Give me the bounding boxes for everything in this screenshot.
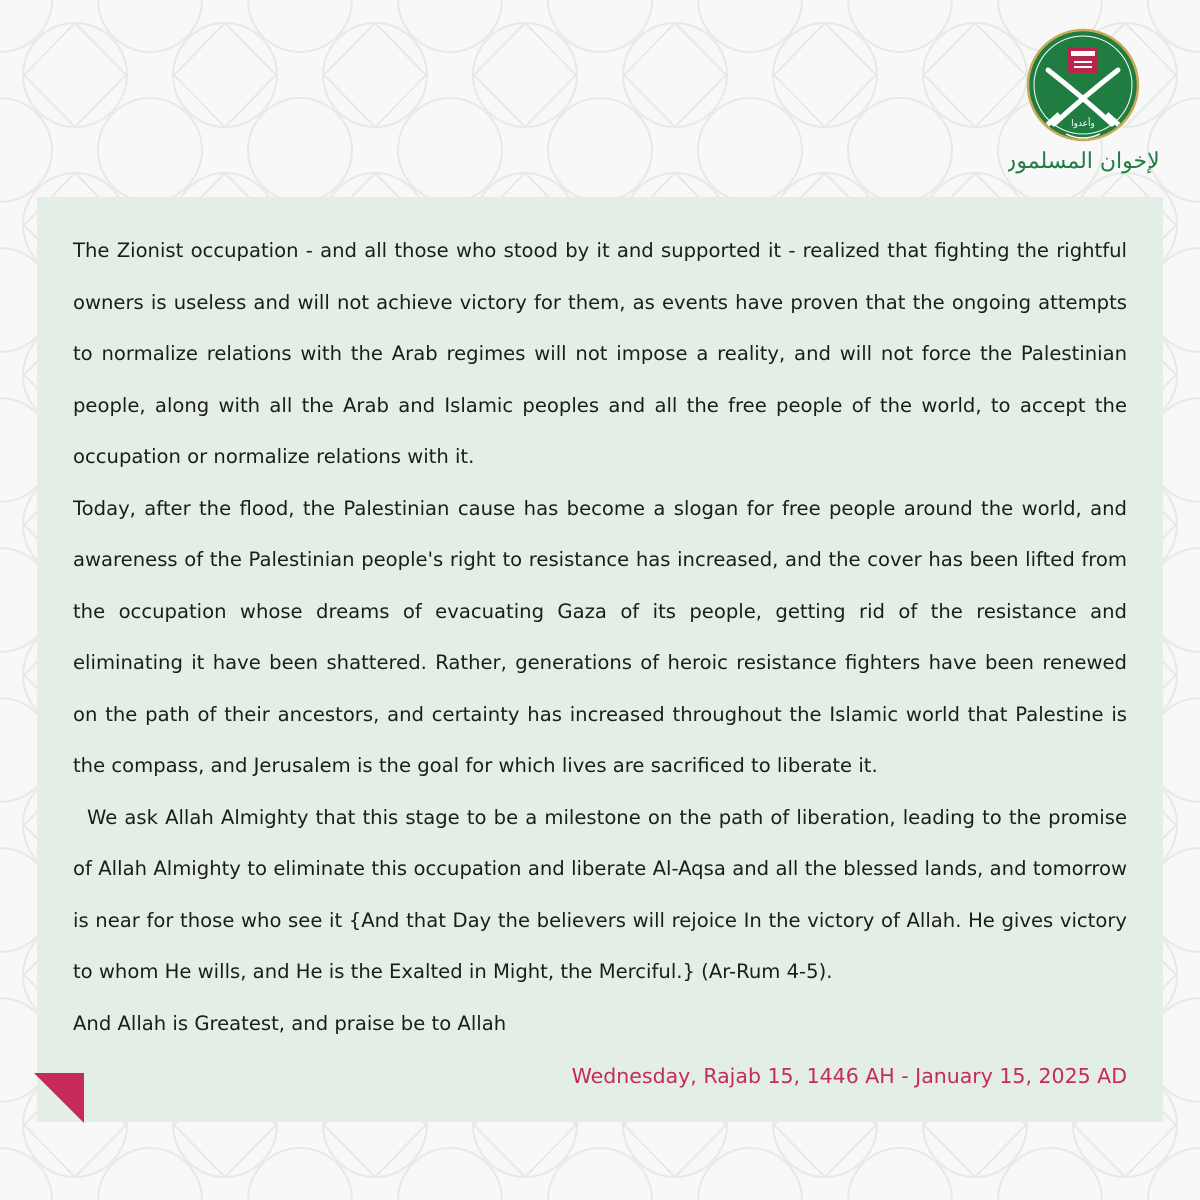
logo-motto: وأعدوا <box>1071 119 1095 129</box>
corner-triangle-icon <box>34 1073 84 1123</box>
statement-panel <box>37 197 1163 1122</box>
paragraph-1: The Zionist occupation - and all those who stood by it and supported it - realized that fighting the rightful owners is useless and will not achieve victory for them, as events have proven that the ongoing attempts to normalize relations with the Arab regimes will not impose a reality, and will not force the Palestinian people, along with all the Arab and Islamic peoples and all the free people of the world, to accept the occupation or normalize relations with it. <box>73 239 1127 468</box>
logo-name: الإخوان المسلمون <box>1008 149 1158 174</box>
statement-date: Wednesday, Rajab 15, 1446 AH - January 15, 2025 AD <box>571 1064 1127 1088</box>
paragraph-4: And Allah is Greatest, and praise be to Allah <box>73 1011 507 1035</box>
statement-body <box>73 225 1127 1049</box>
paragraph-3: We ask Allah Almighty that this stage to be a milestone on the path of liberation, leading to the promise of Allah Almighty to eliminate this occupation and liberate Al-Aqsa and all the blessed lands, and tomorrow is near for those who see it {And that Day the believers will rejoice In the victory of Allah. He gives victory to whom He wills, and He is the Exalted in Might, the Merciful.} (Ar-Rum 4-5). <box>73 805 1127 983</box>
organization-logo <box>1008 20 1158 180</box>
paragraph-2: Today, after the flood, the Palestinian cause has become a slogan for free people around the world, and awareness of the Palestinian people's right to resistance has increased, and the cover has been lifted from the occupation whose dreams of evacuating Gaza of its people, getting rid of the resistance and eliminating it have been shattered. Rather, generations of heroic resistance fighters have been renewed on the path of their ancestors, and certainty has increased throughout the Islamic world that Palestine is the compass, and Jerusalem is the goal for which lives are sacrificed to liberate it. <box>73 496 1127 777</box>
